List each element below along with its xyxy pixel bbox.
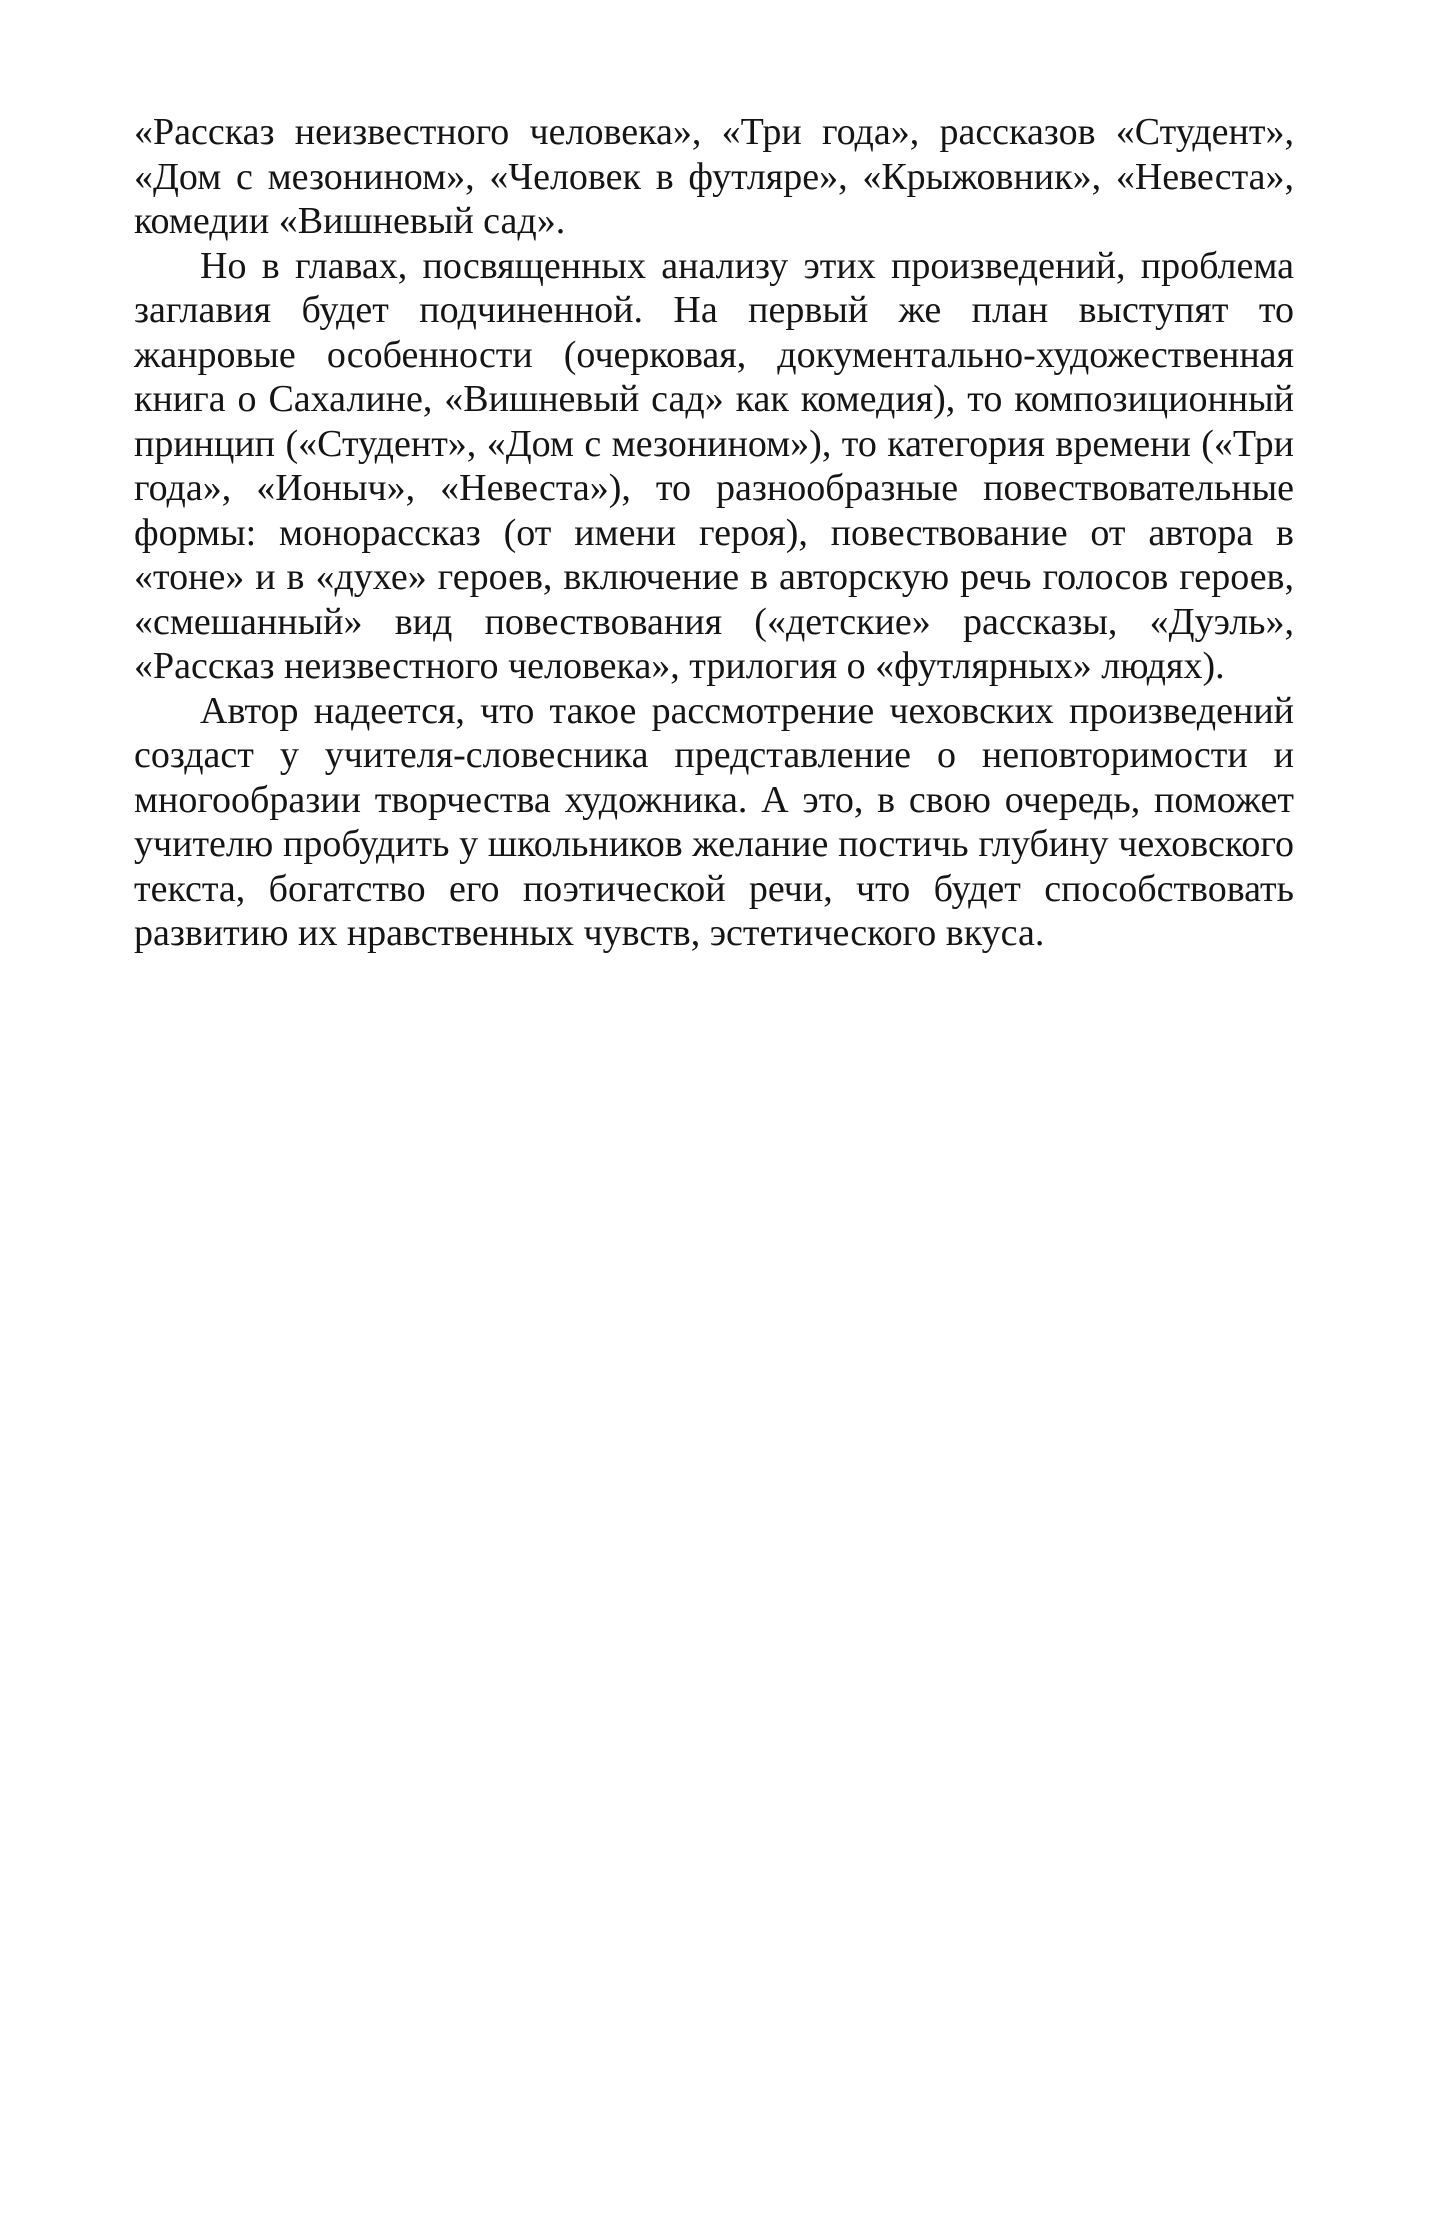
paragraph-chapters-focus: Но в главах, посвященных анализу этих произведений, проблема заглавия будет подчиненной. На первый же план выступят то жанровые особенности (очерковая, документально-художественная книга о Сахалине, «Вишневый сад» как комедия), то композиционный принцип («Студент», «Дом с мезонином»), то категория времени («Три года», «Ионыч», «Невеста»), то разнообразные повествовательные формы: монорассказ (от имени героя), повествование от автора в «тоне» и в «духе» героев, включение в авторскую речь голосов героев, «смешанный» вид повествования («детские» рассказы, «Дуэль», «Рассказ неизвестного человека», трилогия о «футлярных» людях).	[134, 244, 1294, 687]
paragraph-continuation: «Рассказ неизвестного человека», «Три года», рассказов «Студент», «Дом с мезонином», «Человек в футляре», «Крыжовник», «Невеста», комедии «Вишневый сад».	[134, 111, 1294, 242]
page-text	[134, 110, 1294, 956]
paragraph-author-hope: Автор надеется, что такое рассмотрение чеховских произведений создаст у учителя-словесника представление о неповторимости и многообразии творчества художника. А это, в свою очередь, поможет учителю пробудить у школьников желание постичь глубину чеховского текста, богатство его поэтической речи, что будет способствовать развитию их нравственных чувств, эстетического вкуса.	[134, 689, 1294, 954]
